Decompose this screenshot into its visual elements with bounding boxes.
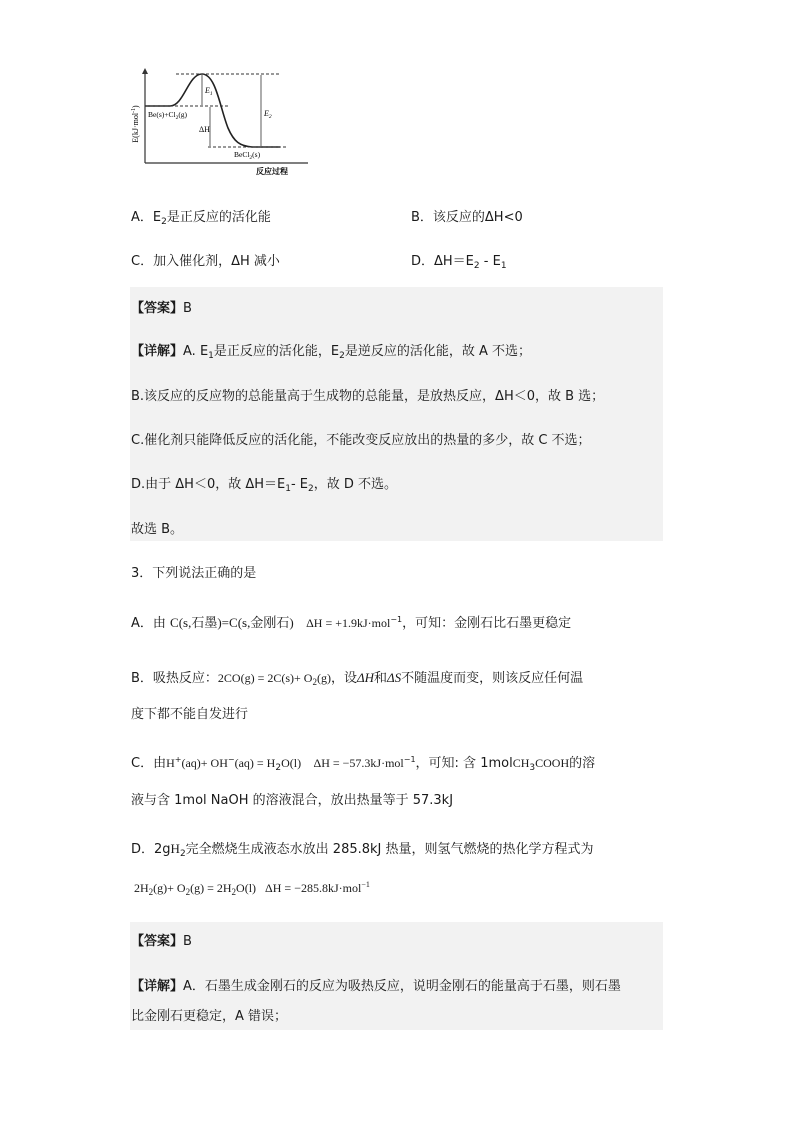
- detail-line-3: C.催化剂只能降低反应的活化能，不能改变反应放出的热量的多少，故 C 不选；: [131, 433, 591, 448]
- q3-option-b-line2: 度下都不能自发进行: [131, 707, 249, 722]
- detail-line-1: 【详解】A. $E_1$是正反应的活化能，$E_2$是逆反应的活化能，故 A 不选；: [131, 344, 532, 361]
- dh-label: ΔH: [199, 125, 210, 134]
- y-axis-label: E(kJ·mol$^{-1}$): [131, 105, 140, 143]
- x-axis-label: 反应过程: [256, 167, 288, 176]
- e1-label: $E_1$: [205, 86, 213, 97]
- q3-option-c-line2: 液与含 1mol NaOH 的溶液混合，放出热量等于 57.3kJ: [131, 793, 454, 808]
- detail-line-2: B.该反应的反应物的总能量高于生成物的总能量，是放热反应，ΔH＜0，故 B 选；: [131, 389, 605, 404]
- y-axis-arrow: [142, 68, 148, 74]
- q2-option-b: B．该反应的ΔH<0: [411, 210, 523, 225]
- q3-option-c: C．由$H^+(aq)+ OH^-(aq) = H_2O(l)$ ΔH = −57.3kJ·mol$^{-1}$，可知: 含 1molCH$_3$COOH的溶: [131, 755, 596, 773]
- detail3-line-2: 比金刚石更稳定，A 错误；: [131, 1009, 288, 1024]
- q3-option-d-equation: $2H_2(g)+ O_2(g) = 2H_2O(l)$ ΔH = −285.8kJ·mol$^{-1}$: [134, 880, 370, 897]
- e2-label: $E_2$: [264, 109, 272, 120]
- detail3-line-1: 【详解】A．石墨生成金刚石的反应为吸热反应，说明金刚石的能量高于石墨，则石墨: [131, 979, 621, 994]
- q2-option-d: D．$\Delta H=E_2 - E_1$: [411, 254, 507, 271]
- detail-line-5: 故选 B。: [131, 522, 184, 537]
- q3-option-b: B．吸热反应：$2CO(g) = 2C(s)+ O_2(g)$，设ΔH和ΔS不随温度而变，则该反应任何温: [131, 670, 584, 687]
- q2-option-c: C．加入催化剂，ΔH 减小: [131, 254, 280, 269]
- answer-line-q2: 【答案】B: [131, 301, 192, 316]
- product-label: BeCl$_2$(s): [234, 150, 261, 161]
- energy-diagram: [128, 66, 318, 178]
- q3-stem: 3．下列说法正确的是: [131, 566, 257, 581]
- detail-line-4: D.由于 ΔH＜0，故 $\Delta H=E_1-$ $E_2$，故 D 不选。: [131, 477, 398, 494]
- answer-line-q3: 【答案】B: [131, 934, 192, 949]
- q2-option-a: A．$E_2$是正反应的活化能: [131, 210, 271, 227]
- q3-option-d: D．$2gH_2$完全燃烧生成液态水放出 285.8kJ 热量，则氢气燃烧的热化学方程式为: [131, 841, 594, 859]
- answer-block-q2: [130, 287, 663, 541]
- reactant-label: $Be(s)+Cl_2(g)$: [148, 110, 188, 121]
- q3-option-a: A．由 C(s,石墨)=C(s,金刚石) ΔH = +1.9kJ·mol$^{-1}$，可知：金刚石比石墨更稳定: [131, 615, 572, 631]
